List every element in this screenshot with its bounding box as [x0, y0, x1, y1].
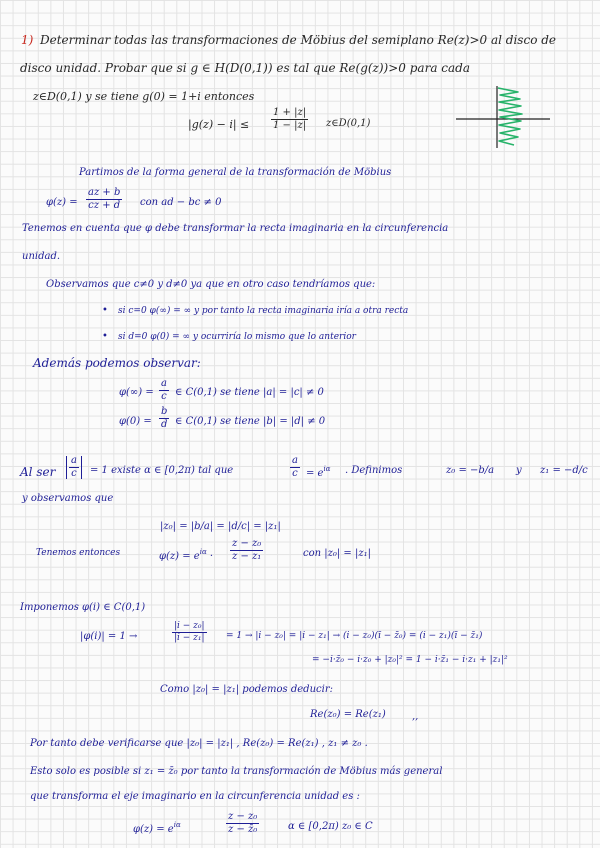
imp-fraction — [172, 622, 207, 643]
bullet-dot-1: • — [102, 305, 108, 316]
bullet-c-zero: si c=0 φ(∞) = ∞ y por tanto la recta imaginaria iría a otra recta — [118, 306, 409, 316]
eq-inf-numerator: a — [161, 378, 167, 389]
imp-right: = 1 → |i − z₀| = |i − z₁| → (i − z₀)(ī − z̄₀) = (i − z₁)(ī − z̄₁) — [226, 631, 483, 641]
modulus-equality: |z₀| = |b/a| = |d/c| = |z₁| — [160, 521, 281, 532]
statement-line-2: disco unidad. Probar que si g ∈ H(D(0,1)) es tal que Re(g(z))>0 para cada — [20, 61, 470, 75]
eq-zero-fraction — [159, 407, 169, 430]
final-phi-sup: iα — [173, 821, 181, 829]
esto-line-1: Esto solo es posible si z₁ = z̄₀ por tanto la transformación de Möbius más general — [30, 766, 443, 777]
definition-z0: z₀ = −b/a — [446, 465, 495, 476]
phi-form-left — [159, 549, 213, 562]
phi-form-sup: iα — [199, 548, 207, 556]
eq-zero-left: φ(0) = — [119, 416, 152, 427]
alser-text: Al ser — [20, 465, 56, 479]
phi-def-condition: con ad − bc ≠ 0 — [140, 197, 222, 208]
sketch-half-plane-shading — [498, 88, 522, 145]
eq-zero-denominator: d — [161, 419, 168, 430]
inequality-numerator: 1 + |z| — [273, 107, 307, 118]
phi-def-fraction — [86, 188, 122, 211]
bullet-dot-2: • — [102, 331, 108, 342]
final-numerator: z − z₀ — [228, 811, 258, 822]
bullet-d-zero: si d=0 φ(0) = ∞ y ocurriría lo mismo que lo anterior — [118, 332, 356, 342]
inequality-left: |g(z) − i| ≤ — [188, 118, 250, 131]
final-denominator: z − z̄₀ — [228, 824, 258, 835]
tenemos-entonces: Tenemos entonces — [36, 548, 121, 558]
phi-form-condition: con |z₀| = |z₁| — [303, 548, 372, 559]
final-phi-base: φ(z) = e — [133, 824, 174, 835]
imp-numerator: |i − z₀| — [174, 621, 205, 631]
phi-form-fraction — [230, 539, 263, 562]
inequality-fraction — [271, 108, 308, 131]
como-line: Como |z₀| = |z₁| podemos deducir: — [160, 684, 333, 695]
half-plane-sketch — [454, 82, 554, 150]
phi-def-denominator: cz + d — [88, 200, 121, 211]
alser-ratio-fraction — [290, 456, 300, 479]
observamos-line: Observamos que c≠0 y d≠0 ya que en otro caso tendríamos que: — [46, 279, 376, 290]
phi-form-dot: · — [209, 551, 214, 562]
statement-line-3: z∈D(0,1) y se tiene g(0) = 1+i entonces — [33, 90, 255, 103]
alser-numerator: a — [71, 455, 77, 466]
imp-line-2: = −i·z̄₀ − i·z₀ + |z₀|² = 1 − i·z̄₁ − i·z₁ + |z₁|² — [312, 655, 508, 665]
phi-form-numerator: z − z₀ — [232, 538, 262, 549]
eq-inf-denominator: c — [161, 391, 167, 402]
alser-denominator: c — [71, 468, 77, 479]
definition-y: y — [516, 465, 522, 476]
alser-abs-fraction — [66, 456, 82, 479]
alser-existe: = 1 existe α ∈ [0,2π) tal que — [90, 465, 234, 476]
imp-left: |φ(i)| = 1 → — [80, 631, 138, 642]
eq-zero-right: ∈ C(0,1) se tiene |b| = |d| ≠ 0 — [175, 416, 326, 427]
alser-ratio-numerator: a — [292, 455, 298, 466]
inequality-domain: z∈D(0,1) — [326, 118, 371, 129]
re-equality-mark: ,, — [412, 711, 419, 722]
phi-form-denominator: z − z₁ — [232, 551, 262, 562]
statement-line-1: Determinar todas las transformaciones de Möbius del semiplano Re(z)>0 al disco de — [40, 33, 557, 47]
eq-inf-left: φ(∞) = — [119, 387, 154, 398]
eq-inf-right: ∈ C(0,1) se tiene |a| = |c| ≠ 0 — [175, 387, 324, 398]
final-condition: α ∈ [0,2π) z₀ ∈ C — [288, 821, 373, 832]
phi-def-numerator: az + b — [88, 187, 121, 198]
re-equality: Re(z₀) = Re(z₁) — [310, 709, 386, 720]
ademas-line: Además podemos observar: — [33, 356, 201, 370]
phi-form-base: φ(z) = e — [159, 551, 200, 562]
alser-exp-sup: iα — [323, 465, 331, 473]
alser-exp — [306, 466, 330, 479]
alser-ratio-denominator: c — [292, 468, 298, 479]
por-tanto-line: Por tanto debe verificarse que |z₀| = |z₁| , Re(z₀) = Re(z₁) , z₁ ≠ z₀ . — [30, 738, 368, 749]
definition-z1: z₁ = −d/c — [540, 465, 588, 476]
final-fraction — [226, 812, 259, 835]
problem-number: 1) — [21, 33, 34, 47]
tenemos-line-2: unidad. — [22, 251, 61, 262]
y-observamos: y observamos que — [22, 493, 114, 504]
phi-def-left: φ(z) = — [46, 197, 78, 208]
imponemos-line: Imponemos φ(i) ∈ C(0,1) — [20, 602, 146, 613]
eq-inf-fraction — [159, 379, 169, 402]
inequality-denominator: 1 − |z| — [273, 120, 307, 131]
esto-line-2: que transforma el eje imaginario en la circunferencia unidad es : — [30, 791, 360, 802]
eq-zero-numerator: b — [161, 406, 168, 417]
intro-line: Partimos de la forma general de la transformación de Möbius — [79, 167, 392, 178]
tenemos-line-1: Tenemos en cuenta que φ debe transformar la recta imaginaria en la circunferencia — [22, 223, 449, 234]
imp-denominator: |i − z₁| — [174, 633, 205, 643]
alser-exp-base: = e — [306, 468, 324, 479]
alser-definimos: . Definimos — [345, 465, 403, 476]
final-phi-left — [133, 822, 181, 835]
